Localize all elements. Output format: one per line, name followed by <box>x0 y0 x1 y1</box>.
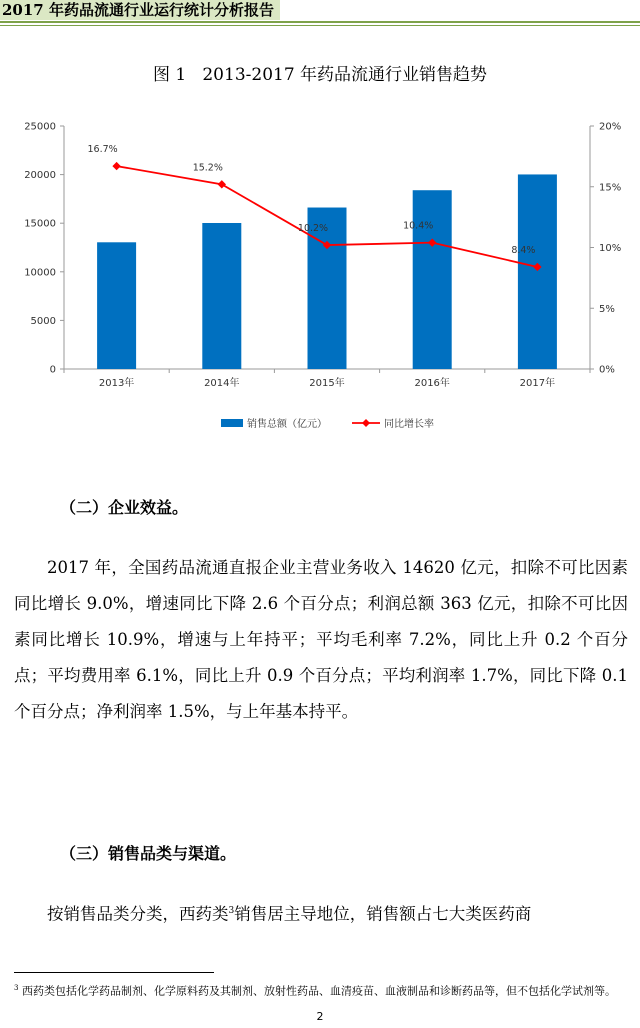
growth-rate-data-label: 15.2% <box>192 162 223 174</box>
x-axis-category-label: 2013年 <box>98 378 135 389</box>
header-rule <box>0 21 640 23</box>
x-axis-category-label: 2014年 <box>204 378 240 389</box>
report-title: 2017 年药品流通行业运行统计分析报告 <box>0 0 280 20</box>
section-heading-efficiency: （二）企业效益。 <box>60 498 189 517</box>
growth-rate-point <box>218 180 226 188</box>
left-axis-tick-label: 5000 <box>30 315 56 327</box>
right-axis-tick-label: 20% <box>599 121 622 133</box>
footnote-text: 西药类包括化学药品制剂、化学原料药及其制剂、放射性药品、血清疫苗、血液制品和诊断药品等，但不包括化学试剂等。 <box>18 984 616 998</box>
growth-rate-data-label: 10.4% <box>403 220 434 232</box>
sales-bar <box>202 223 241 369</box>
page-number: 2 <box>316 1010 324 1023</box>
right-axis-tick-label: 5% <box>599 303 615 315</box>
right-axis-tick-label: 0% <box>599 364 615 376</box>
legend-bar-label: 销售总额（亿元） <box>247 419 327 430</box>
growth-rate-data-label: 10.2% <box>297 223 329 235</box>
footnote-reference[interactable]: 3 <box>228 906 235 916</box>
figure-title: 图 1 2013-2017 年药品流通行业销售趋势 <box>152 65 488 85</box>
page-header <box>0 0 640 22</box>
right-axis-tick-label: 10% <box>599 243 622 254</box>
x-axis-category-label: 2017年 <box>519 378 556 389</box>
header-rule-thin <box>0 25 640 26</box>
paragraph-categories <box>14 893 628 933</box>
left-axis-tick-label: 15000 <box>24 218 56 230</box>
left-axis-tick-label: 0 <box>49 364 56 376</box>
sales-trend-chart <box>0 110 640 440</box>
paragraph-text-end: 销售居主导地位，销售额占七大类医药商 <box>234 904 532 924</box>
growth-rate-point <box>112 162 120 170</box>
footnote-separator <box>14 972 214 973</box>
paragraph-efficiency: 2017 年，全国药品流通直报企业主营业务收入 14620 亿元，扣除不可比因素同比增长 9.0%，增速同比下降 2.6 个百分点；利润总额 363 亿元，扣除不可比因素同比增长 10.9%，增速与上年持平；平均毛利率 7.2%，同比上升 0.2 个百分点；平均费用率 6.1%，同比上升 0.9 个百分点；平均利润率 1.7%，同比下降 0.1 个百分点；净利润率 1.5%，与上年基本持平。 <box>14 558 628 721</box>
x-axis-category-label: 2016年 <box>414 378 450 389</box>
legend-bar-swatch <box>221 419 243 427</box>
legend-line-marker <box>362 419 370 427</box>
legend-line-label: 同比增长率 <box>384 419 434 430</box>
left-axis-tick-label: 20000 <box>24 170 56 182</box>
left-axis-tick-label: 10000 <box>24 267 56 279</box>
sales-bar <box>518 174 557 369</box>
footnote-mark: 3 <box>14 984 19 992</box>
sales-bar <box>413 190 452 369</box>
footnote <box>14 980 628 1000</box>
right-axis-tick-label: 15% <box>599 182 622 194</box>
growth-rate-data-label: 16.7% <box>87 144 118 156</box>
growth-rate-data-label: 8.4% <box>511 244 536 256</box>
x-axis-category-label: 2015年 <box>309 378 345 389</box>
section-heading-categories: （三）销售品类与渠道。 <box>60 844 237 863</box>
sales-bar <box>97 242 136 369</box>
left-axis-tick-label: 25000 <box>24 121 56 133</box>
paragraph-text-start: 按销售品类分类，西药类 <box>47 904 229 924</box>
